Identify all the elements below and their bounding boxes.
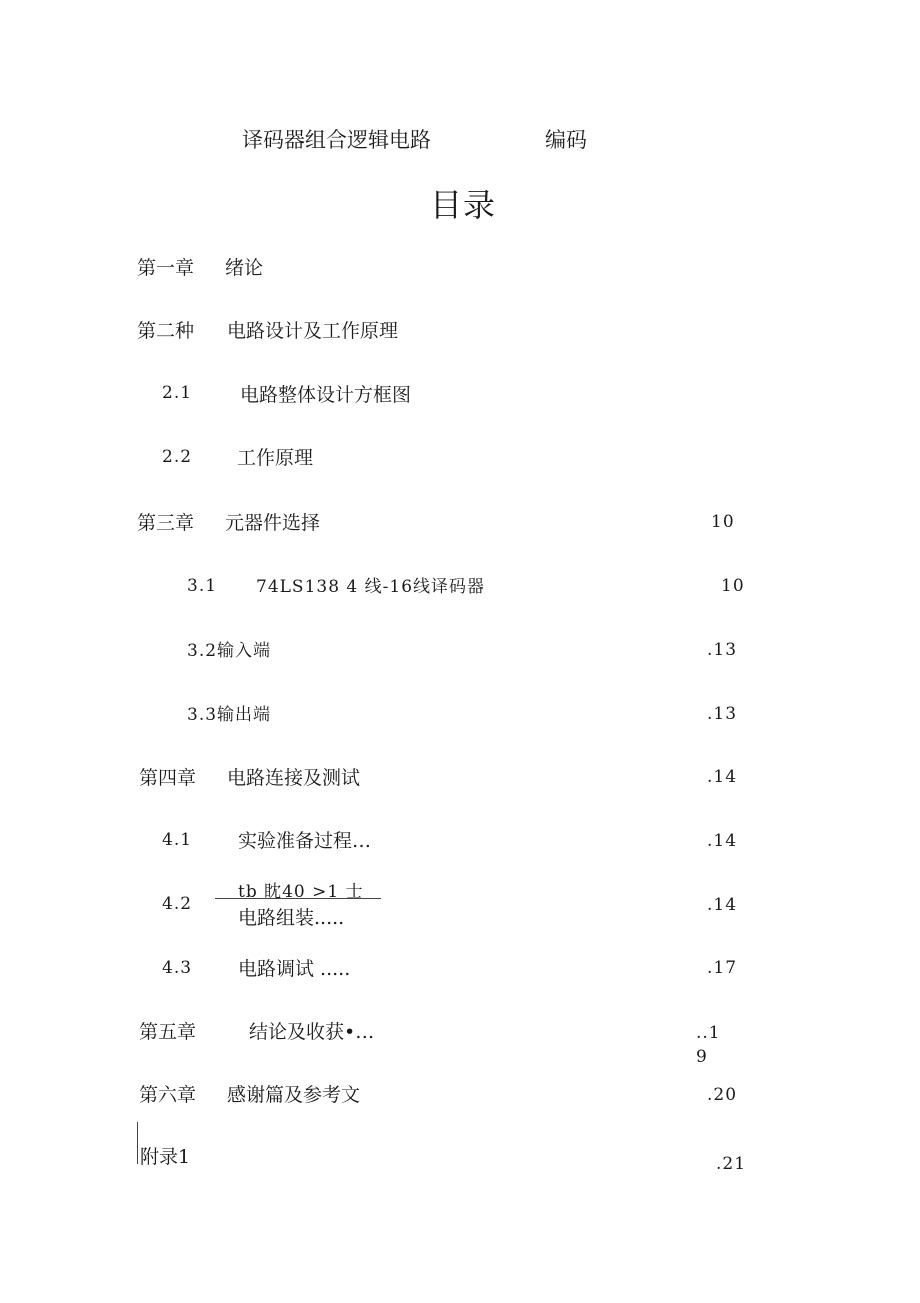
toc-entry-page: 10 — [711, 512, 735, 532]
overlay-rule — [215, 898, 381, 899]
toc-entry-text: 3.2输入端 — [187, 641, 272, 661]
toc-entry-number: 第五章 — [139, 1021, 197, 1043]
toc-entry-overlay-text: tb 眈40 >1 士 — [238, 882, 364, 902]
toc-entry-number: 4.1 — [162, 830, 193, 850]
toc-entry-number: 4.3 — [162, 958, 193, 978]
toc-entry-number: 2.2 — [162, 447, 193, 467]
toc-entry-text: 实验准备过程… — [238, 830, 372, 852]
toc-entry-page: 10 — [721, 576, 745, 596]
toc-entry-number: 第一章 — [137, 257, 195, 279]
toc-entry-page: .14 — [707, 831, 738, 851]
toc-entry-text: 3.3输出端 — [187, 705, 272, 725]
margin-bar — [137, 1122, 138, 1164]
toc-entry-text: 元器件选择 — [225, 512, 321, 534]
toc-entry-text: 结论及收获•… — [249, 1021, 375, 1043]
toc-entry-page: .13 — [707, 640, 738, 660]
toc-entry-text: 电路整体设计方框图 — [240, 384, 412, 406]
toc-entry-page-wrap: 9 — [696, 1047, 708, 1067]
toc-heading: 目录 — [430, 186, 497, 224]
toc-entry-page: .21 — [716, 1154, 747, 1174]
toc-entry-number: 3.1 — [187, 576, 218, 596]
toc-entry-page: .14 — [707, 895, 738, 915]
toc-entry-page: ..1 — [696, 1023, 721, 1043]
toc-entry-page: .17 — [707, 958, 738, 978]
toc-entry-number: 第六章 — [139, 1084, 197, 1106]
toc-entry-number: 第二种 — [137, 320, 195, 342]
toc-entry-page: .13 — [707, 704, 738, 724]
document-title: 译码器组合逻辑电路 — [242, 128, 431, 152]
toc-entry-number: 4.2 — [162, 894, 193, 914]
toc-entry-text: 电路设计及工作原理 — [227, 320, 399, 342]
toc-entry-number: 2.1 — [162, 383, 193, 403]
toc-entry-text: 电路组装..... — [238, 907, 345, 929]
toc-entry-text: 绪论 — [225, 257, 264, 279]
toc-entry-number: 第四章 — [139, 767, 197, 789]
toc-entry-page: .20 — [707, 1085, 738, 1105]
toc-entry-text: 工作原理 — [237, 447, 314, 469]
toc-entry-text: 电路连接及测试 — [227, 767, 361, 789]
toc-entry-text: 74LS138 4 线-16线译码器 — [256, 577, 486, 597]
toc-entry-text: 附录1 — [140, 1146, 191, 1168]
toc-entry-text: 电路调试 ..... — [238, 958, 351, 980]
document-subtitle: 编码 — [545, 128, 587, 152]
toc-entry-number: 第三章 — [137, 512, 195, 534]
toc-entry-text: 感谢篇及参考文 — [227, 1084, 361, 1106]
toc-entry-page: .14 — [707, 767, 738, 787]
